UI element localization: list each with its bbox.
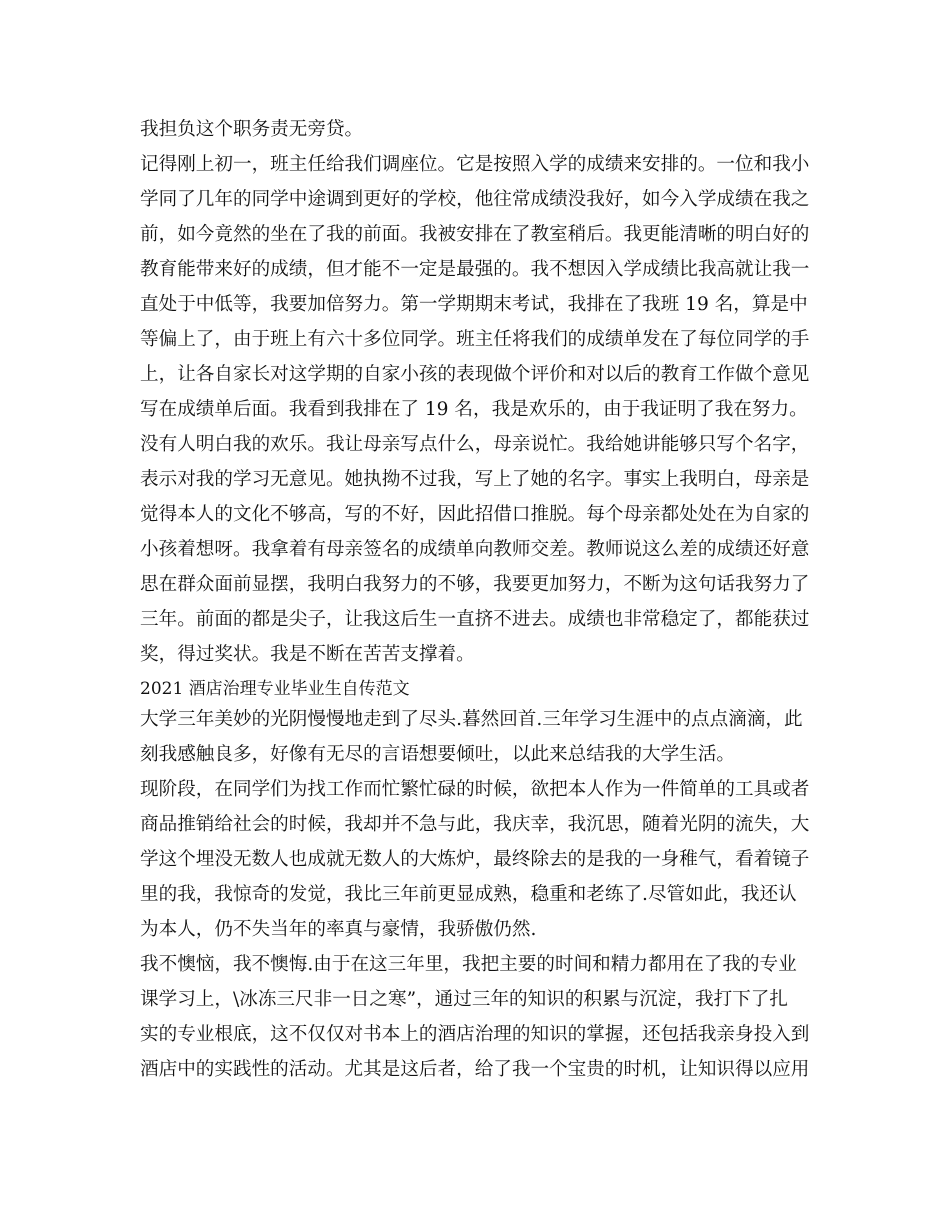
- section-heading: 2021 酒店治理专业毕业生自传范文: [140, 679, 410, 699]
- text-line: 现阶段，在同学们为找工作而忙繁忙碌的时候，欲把本人作为一件简单的工具或者: [140, 779, 810, 800]
- text-line: 我担负这个职务责无旁贷。: [140, 119, 364, 140]
- text-line: 大学三年美妙的光阴慢慢地走到了尽头.暮然回首.三年学习生涯中的点点滴滴，此: [140, 709, 803, 730]
- text-line: 直处于中低等，我要加倍努力。第一学期期末考试，我排在了我班 19 名，算是中: [140, 294, 808, 315]
- text-line: 小孩着想呀。我拿着有母亲签名的成绩单向教师交差。教师说这么差的成绩还好意: [140, 539, 810, 560]
- text-line: 里的我，我惊奇的发觉，我比三年前更显成熟，稳重和老练了.尽管如此，我还认: [140, 884, 797, 905]
- text-line: 教育能带来好的成绩，但才能不一定是最强的。我不想因入学成绩比我高就让我一: [140, 259, 810, 280]
- text-line: 我不懊恼，我不懊悔.由于在这三年里，我把主要的时间和精力都用在了我的专业: [140, 954, 797, 975]
- text-line: 写在成绩单后面。我看到我排在了 19 名，我是欢乐的，由于我证明了我在努力。: [140, 399, 808, 420]
- text-line: 等偏上了，由于班上有六十多位同学。班主任将我们的成绩单发在了每位同学的手: [140, 329, 810, 350]
- text-line: 上，让各自家长对这学期的自家小孩的表现做个评价和对以后的教育工作做个意见: [140, 364, 810, 385]
- text-line: 实的专业根底，这不仅仅对书本上的酒店治理的知识的掌握，还包括我亲身投入到: [140, 1024, 810, 1045]
- text-line: 思在群众面前显摆，我明白我努力的不够，我要更加努力，不断为这句话我努力了: [140, 574, 810, 595]
- text-line: 表示对我的学习无意见。她执拗不过我，写上了她的名字。事实上我明白，母亲是: [140, 469, 810, 490]
- text-line: 奖，得过奖状。我是不断在苦苦支撑着。: [140, 644, 475, 665]
- text-line: 前，如今竟然的坐在了我的前面。我被安排在了教室稍后。我更能清晰的明白好的: [140, 224, 810, 245]
- text-line: 没有人明白我的欢乐。我让母亲写点什么，母亲说忙。我给她讲能够只写个名字，: [140, 434, 810, 455]
- text-line: 记得刚上初一，班主任给我们调座位。它是按照入学的成绩来安排的。一位和我小: [140, 154, 810, 175]
- text-line: 为本人，仍不失当年的率真与豪情，我骄傲仍然.: [140, 919, 537, 940]
- text-line: 觉得本人的文化不够高，写的不好，因此招借口推脱。每个母亲都处处在为自家的: [140, 504, 810, 525]
- text-line: 刻我感触良多，好像有无尽的言语想要倾吐，以此来总结我的大学生活。: [140, 744, 736, 765]
- text-line: 商品推销给社会的时候，我却并不急与此，我庆幸，我沉思，随着光阴的流失，大: [140, 814, 810, 835]
- text-line: 学同了几年的同学中途调到更好的学校，他往常成绩没我好，如今入学成绩在我之: [140, 189, 810, 210]
- text-line: 课学习上，\冰冻三尺非一日之寒”，通过三年的知识的积累与沉淀，我打下了扎: [140, 989, 788, 1010]
- text-line: 学这个埋没无数人也成就无数人的大炼炉，最终除去的是我的一身稚气，看着镜子: [140, 849, 810, 870]
- text-line: 酒店中的实践性的活动。尤其是这后者，给了我一个宝贵的时机，让知识得以应用: [140, 1059, 810, 1080]
- text-line: 三年。前面的都是尖子，让我这后生一直挤不进去。成绩也非常稳定了，都能获过: [140, 609, 810, 630]
